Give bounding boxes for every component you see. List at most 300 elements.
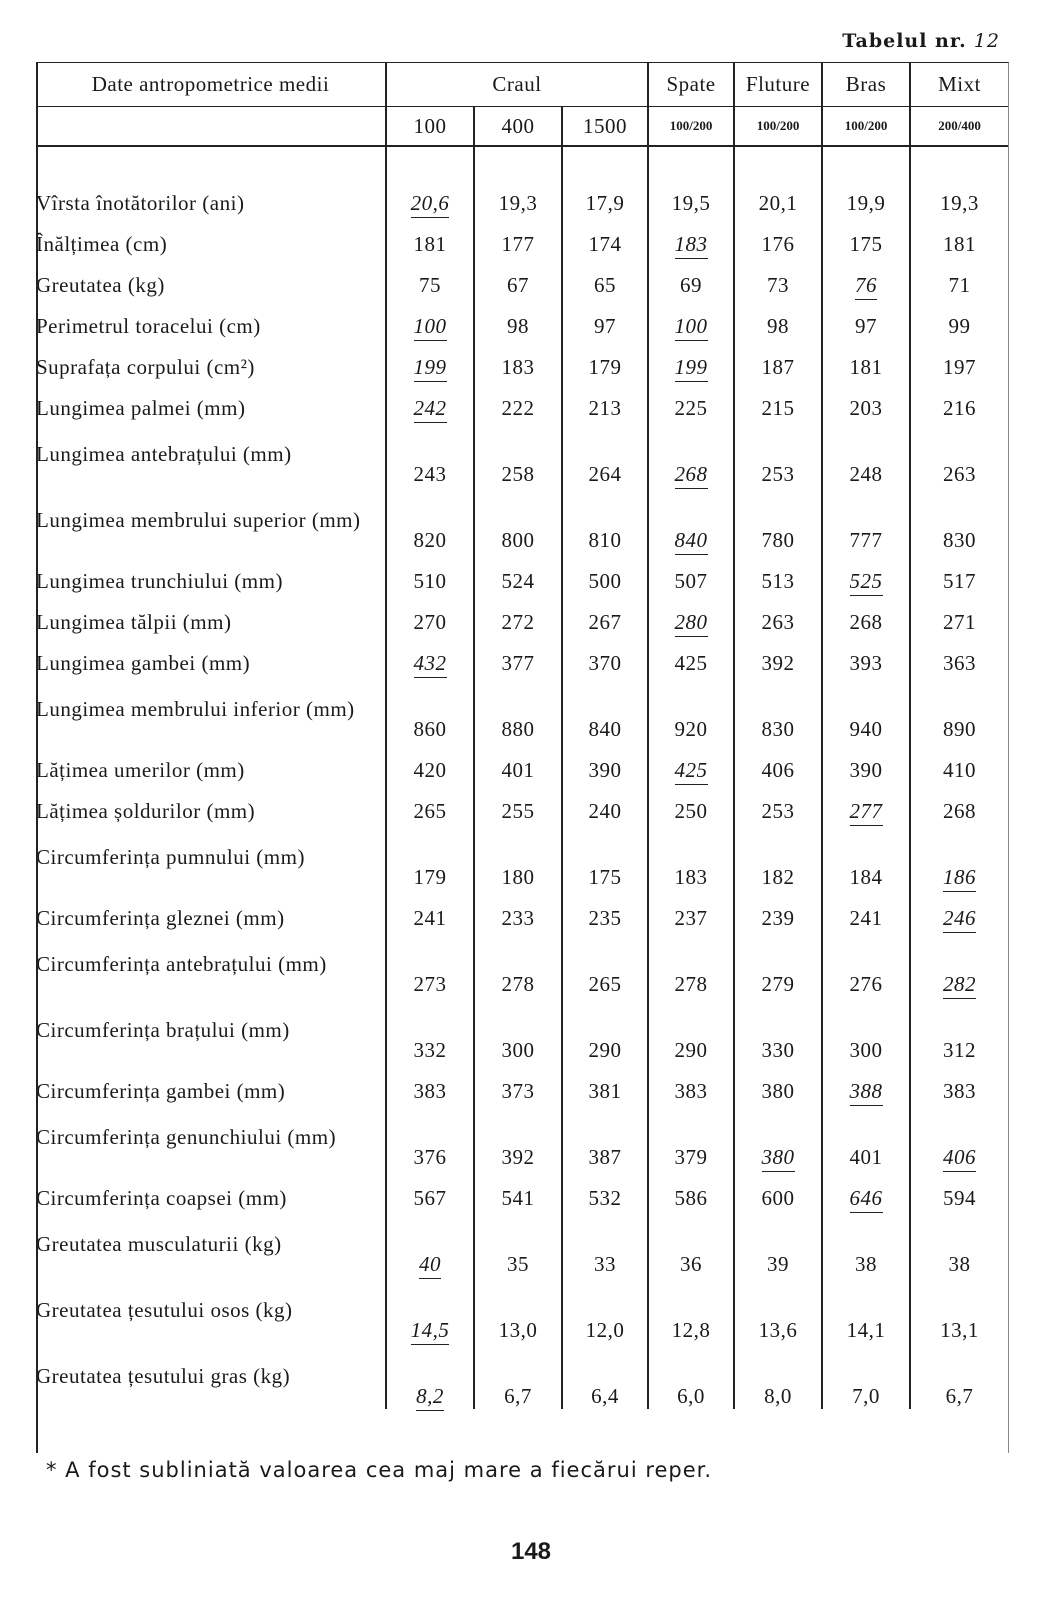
value: 241 bbox=[849, 906, 883, 930]
table-row bbox=[36, 635, 1008, 676]
value: 248 bbox=[849, 462, 883, 486]
value: 263 bbox=[761, 610, 795, 634]
value: 800 bbox=[501, 528, 535, 552]
max-value: 432 bbox=[414, 651, 447, 678]
value: 35 bbox=[507, 1252, 529, 1276]
value-cell bbox=[822, 890, 910, 931]
header-group-mixt: Mixt bbox=[910, 62, 1008, 107]
value-cell bbox=[734, 380, 822, 421]
value: 532 bbox=[588, 1186, 622, 1210]
value: 392 bbox=[761, 651, 795, 675]
value-cell bbox=[822, 298, 910, 339]
value: 312 bbox=[943, 1038, 977, 1062]
value-cell bbox=[734, 997, 822, 1063]
value-cell bbox=[474, 824, 562, 890]
value-cell bbox=[386, 931, 474, 997]
value: 240 bbox=[588, 799, 622, 823]
value: 840 bbox=[588, 717, 622, 741]
value-cell bbox=[822, 380, 910, 421]
value: 390 bbox=[849, 758, 883, 782]
value: 181 bbox=[943, 232, 977, 256]
value-cell bbox=[386, 257, 474, 298]
max-value: 840 bbox=[675, 528, 708, 555]
value: 268 bbox=[849, 610, 883, 634]
value-cell bbox=[474, 1211, 562, 1277]
value: 264 bbox=[588, 462, 622, 486]
value: 600 bbox=[761, 1186, 795, 1210]
value: 98 bbox=[767, 314, 790, 338]
value-cell bbox=[734, 824, 822, 890]
value: 380 bbox=[761, 1079, 795, 1103]
value: 19,5 bbox=[671, 191, 711, 215]
value: 182 bbox=[761, 865, 795, 889]
value: 920 bbox=[674, 717, 708, 741]
value: 777 bbox=[849, 528, 883, 552]
row-label: Lungimea tălpii (mm) bbox=[36, 610, 232, 634]
value-cell bbox=[734, 487, 822, 553]
value-cell bbox=[910, 298, 1008, 339]
value: 255 bbox=[501, 799, 535, 823]
value-cell bbox=[648, 1170, 734, 1211]
value: 99 bbox=[948, 314, 971, 338]
max-value: 388 bbox=[850, 1079, 883, 1106]
value-cell bbox=[386, 380, 474, 421]
table-row bbox=[36, 1170, 1008, 1211]
max-value: 268 bbox=[675, 462, 708, 489]
value-cell bbox=[910, 487, 1008, 553]
table-row bbox=[36, 216, 1008, 257]
value: 181 bbox=[849, 355, 883, 379]
value-cell bbox=[386, 1063, 474, 1104]
value-cell bbox=[386, 1277, 474, 1343]
value: 810 bbox=[588, 528, 622, 552]
value-cell bbox=[648, 1343, 734, 1409]
value: 203 bbox=[849, 396, 883, 420]
value: 267 bbox=[588, 610, 622, 634]
value: 225 bbox=[674, 396, 708, 420]
value: 175 bbox=[588, 865, 622, 889]
value: 363 bbox=[943, 651, 977, 675]
value-cell bbox=[474, 1104, 562, 1170]
table-body bbox=[36, 146, 1008, 1409]
value: 184 bbox=[849, 865, 883, 889]
value-cell bbox=[562, 1277, 648, 1343]
value-cell bbox=[734, 1343, 822, 1409]
table-row bbox=[36, 553, 1008, 594]
value-cell bbox=[474, 635, 562, 676]
value-cell bbox=[648, 783, 734, 824]
max-value: 425 bbox=[675, 758, 708, 785]
max-value: 380 bbox=[762, 1145, 795, 1172]
value: 17,9 bbox=[585, 191, 625, 215]
row-label: Greutatea musculaturii (kg) bbox=[36, 1232, 282, 1256]
value-cell bbox=[386, 783, 474, 824]
value-cell bbox=[648, 1211, 734, 1277]
value: 383 bbox=[943, 1079, 977, 1103]
row-label: Lungimea membrului inferior (mm) bbox=[36, 697, 355, 721]
value-cell bbox=[910, 997, 1008, 1063]
max-value: 646 bbox=[850, 1186, 883, 1213]
value: 222 bbox=[501, 396, 535, 420]
value: 524 bbox=[501, 569, 535, 593]
value: 177 bbox=[501, 232, 535, 256]
value: 387 bbox=[588, 1145, 622, 1169]
header-label: Date antropometrice medii bbox=[36, 62, 386, 107]
value: 6,4 bbox=[591, 1384, 619, 1408]
row-label: Greutatea țesutului osos (kg) bbox=[36, 1298, 293, 1322]
value: 513 bbox=[761, 569, 795, 593]
value: 174 bbox=[588, 232, 622, 256]
value-cell bbox=[562, 1170, 648, 1211]
value: 233 bbox=[501, 906, 535, 930]
value-cell bbox=[648, 931, 734, 997]
value: 39 bbox=[767, 1252, 790, 1276]
value: 6,7 bbox=[945, 1384, 974, 1408]
value: 820 bbox=[413, 528, 447, 552]
value-cell bbox=[910, 257, 1008, 298]
max-value: 242 bbox=[414, 396, 447, 423]
value-cell bbox=[648, 175, 734, 216]
max-value: 406 bbox=[943, 1145, 976, 1172]
value-cell bbox=[734, 676, 822, 742]
value-cell bbox=[386, 742, 474, 783]
value: 19,3 bbox=[498, 191, 538, 215]
value-cell bbox=[562, 216, 648, 257]
value: 263 bbox=[943, 462, 977, 486]
value-cell bbox=[648, 1063, 734, 1104]
value: 197 bbox=[943, 355, 977, 379]
value-cell bbox=[822, 1063, 910, 1104]
value: 19,9 bbox=[846, 191, 886, 215]
header-row-distances bbox=[36, 107, 1008, 147]
value: 98 bbox=[507, 314, 529, 338]
value-cell bbox=[910, 175, 1008, 216]
value-cell bbox=[648, 824, 734, 890]
row-label: Lungimea gambei (mm) bbox=[36, 651, 251, 675]
row-label: Lățimea șoldurilor (mm) bbox=[36, 799, 256, 823]
value: 213 bbox=[588, 396, 622, 420]
row-label: Lungimea membrului superior (mm) bbox=[36, 508, 361, 532]
value-cell bbox=[734, 553, 822, 594]
value: 940 bbox=[849, 717, 883, 741]
value-cell bbox=[822, 257, 910, 298]
value-cell bbox=[648, 1277, 734, 1343]
value-cell bbox=[474, 298, 562, 339]
value: 265 bbox=[413, 799, 447, 823]
value: 187 bbox=[761, 355, 795, 379]
table-row bbox=[36, 175, 1008, 216]
value-cell bbox=[822, 1170, 910, 1211]
value-cell bbox=[474, 1277, 562, 1343]
value-cell bbox=[386, 824, 474, 890]
max-value: 8,2 bbox=[416, 1384, 444, 1411]
value: 215 bbox=[761, 396, 795, 420]
value: 390 bbox=[588, 758, 622, 782]
value-cell bbox=[386, 676, 474, 742]
value-cell bbox=[910, 1063, 1008, 1104]
footnote: * A fost subliniată valoarea cea maj mare a fiecărui reper. bbox=[46, 1458, 713, 1482]
value: 176 bbox=[761, 232, 795, 256]
value-cell bbox=[474, 890, 562, 931]
value-cell bbox=[910, 594, 1008, 635]
value-cell bbox=[822, 676, 910, 742]
row-label: Greutatea țesutului gras (kg) bbox=[36, 1364, 291, 1388]
value-cell bbox=[910, 1277, 1008, 1343]
value: 6,7 bbox=[504, 1384, 532, 1408]
row-label: Circumferința genunchiului (mm) bbox=[36, 1125, 337, 1149]
value-cell bbox=[474, 216, 562, 257]
value-cell bbox=[386, 635, 474, 676]
table-row bbox=[36, 487, 1008, 553]
row-label: Lungimea palmei (mm) bbox=[36, 396, 246, 420]
value: 180 bbox=[501, 865, 535, 889]
value-cell bbox=[648, 380, 734, 421]
value: 265 bbox=[588, 972, 622, 996]
table-row bbox=[36, 421, 1008, 487]
value-cell bbox=[734, 339, 822, 380]
value-cell bbox=[648, 257, 734, 298]
value-cell bbox=[648, 216, 734, 257]
value-cell bbox=[822, 1104, 910, 1170]
value-cell bbox=[474, 742, 562, 783]
header-group-spate: Spate bbox=[648, 62, 734, 107]
value-cell bbox=[648, 890, 734, 931]
value: 830 bbox=[943, 528, 977, 552]
max-value: 76 bbox=[855, 273, 877, 300]
value: 401 bbox=[501, 758, 535, 782]
value-cell bbox=[562, 487, 648, 553]
value-cell bbox=[386, 175, 474, 216]
value: 541 bbox=[501, 1186, 535, 1210]
value-cell bbox=[822, 339, 910, 380]
page-number: 148 bbox=[510, 1538, 552, 1565]
value: 373 bbox=[501, 1079, 535, 1103]
value: 183 bbox=[501, 355, 535, 379]
value: 183 bbox=[674, 865, 708, 889]
value: 332 bbox=[413, 1038, 447, 1062]
value-cell bbox=[386, 890, 474, 931]
value-cell bbox=[910, 1211, 1008, 1277]
value: 500 bbox=[588, 569, 622, 593]
value-cell bbox=[474, 421, 562, 487]
value: 330 bbox=[761, 1038, 795, 1062]
value: 8,0 bbox=[764, 1384, 792, 1408]
max-value: 246 bbox=[943, 906, 976, 933]
value-cell bbox=[910, 635, 1008, 676]
row-label: Circumferința pumnului (mm) bbox=[36, 845, 305, 869]
table-row bbox=[36, 1211, 1008, 1277]
row-label: Lățimea umerilor (mm) bbox=[36, 758, 245, 782]
value-cell bbox=[648, 421, 734, 487]
value-cell bbox=[648, 339, 734, 380]
table-row bbox=[36, 931, 1008, 997]
value-cell bbox=[474, 931, 562, 997]
value-cell bbox=[822, 175, 910, 216]
value: 6,0 bbox=[677, 1384, 705, 1408]
max-value: 277 bbox=[850, 799, 883, 826]
value-cell bbox=[474, 997, 562, 1063]
value-cell bbox=[386, 1211, 474, 1277]
value: 216 bbox=[943, 396, 977, 420]
value-cell bbox=[822, 742, 910, 783]
header-distance: 1500 bbox=[562, 107, 648, 147]
value-cell bbox=[386, 487, 474, 553]
header-distance: 100 bbox=[386, 107, 474, 147]
value: 239 bbox=[761, 906, 795, 930]
value: 383 bbox=[674, 1079, 708, 1103]
value: 510 bbox=[413, 569, 447, 593]
value-cell bbox=[562, 1343, 648, 1409]
value-cell bbox=[648, 553, 734, 594]
value-cell bbox=[822, 1343, 910, 1409]
value: 253 bbox=[761, 462, 795, 486]
value-cell bbox=[734, 783, 822, 824]
max-value: 100 bbox=[414, 314, 447, 341]
value: 13,0 bbox=[498, 1318, 538, 1342]
value: 290 bbox=[588, 1038, 622, 1062]
value: 7,0 bbox=[852, 1384, 880, 1408]
row-label: Circumferința coapsei (mm) bbox=[36, 1186, 287, 1210]
value: 13,1 bbox=[940, 1318, 979, 1342]
value-cell bbox=[822, 594, 910, 635]
table-row bbox=[36, 783, 1008, 824]
value-cell bbox=[734, 742, 822, 783]
max-value: 20,6 bbox=[411, 191, 450, 218]
value: 393 bbox=[849, 651, 883, 675]
value-cell bbox=[562, 742, 648, 783]
value-cell bbox=[648, 487, 734, 553]
value-cell bbox=[562, 553, 648, 594]
max-value: 186 bbox=[943, 865, 976, 892]
value: 406 bbox=[761, 758, 795, 782]
value-cell bbox=[562, 421, 648, 487]
value: 179 bbox=[413, 865, 447, 889]
value: 73 bbox=[767, 273, 790, 297]
value: 19,3 bbox=[940, 191, 979, 215]
table-caption bbox=[842, 30, 1000, 52]
value-cell bbox=[734, 1277, 822, 1343]
value: 860 bbox=[413, 717, 447, 741]
value: 290 bbox=[674, 1038, 708, 1062]
value: 179 bbox=[588, 355, 622, 379]
value-cell bbox=[910, 931, 1008, 997]
value-cell bbox=[648, 594, 734, 635]
value-cell bbox=[562, 783, 648, 824]
value-cell bbox=[734, 216, 822, 257]
value: 567 bbox=[413, 1186, 447, 1210]
value-cell bbox=[822, 635, 910, 676]
value: 517 bbox=[943, 569, 977, 593]
table-row bbox=[36, 380, 1008, 421]
header-empty-cell bbox=[36, 107, 386, 147]
value-cell bbox=[562, 257, 648, 298]
value-cell bbox=[562, 676, 648, 742]
value: 181 bbox=[413, 232, 447, 256]
value-cell bbox=[910, 216, 1008, 257]
value-cell bbox=[822, 421, 910, 487]
value-cell bbox=[822, 1277, 910, 1343]
max-value: 199 bbox=[675, 355, 708, 382]
value-cell bbox=[562, 298, 648, 339]
value-cell bbox=[910, 1343, 1008, 1409]
value-cell bbox=[474, 339, 562, 380]
max-value: 14,5 bbox=[411, 1318, 450, 1345]
table-row bbox=[36, 676, 1008, 742]
value: 425 bbox=[674, 651, 708, 675]
value: 279 bbox=[761, 972, 795, 996]
value: 381 bbox=[588, 1079, 622, 1103]
value: 376 bbox=[413, 1145, 447, 1169]
value: 300 bbox=[501, 1038, 535, 1062]
value: 272 bbox=[501, 610, 535, 634]
value: 12,0 bbox=[585, 1318, 625, 1342]
value: 20,1 bbox=[758, 191, 798, 215]
table-row bbox=[36, 1343, 1008, 1409]
row-label: Perimetrul toracelui (cm) bbox=[36, 314, 261, 338]
value: 830 bbox=[761, 717, 795, 741]
value-cell bbox=[562, 1063, 648, 1104]
header-distance: 200/400 bbox=[910, 107, 1008, 147]
value-cell bbox=[562, 339, 648, 380]
value-cell bbox=[910, 339, 1008, 380]
value-cell bbox=[474, 783, 562, 824]
header-distance: 100/200 bbox=[648, 107, 734, 147]
value-cell bbox=[386, 421, 474, 487]
value-cell bbox=[910, 421, 1008, 487]
row-label: Suprafața corpului (cm²) bbox=[36, 355, 255, 379]
table-caption-number: 12 bbox=[973, 30, 1000, 52]
value: 33 bbox=[594, 1252, 616, 1276]
value: 270 bbox=[413, 610, 447, 634]
value-cell bbox=[734, 1211, 822, 1277]
value-cell bbox=[386, 216, 474, 257]
value: 97 bbox=[855, 314, 878, 338]
anthropometric-table bbox=[36, 62, 1008, 1409]
value: 594 bbox=[943, 1186, 977, 1210]
max-value: 100 bbox=[675, 314, 708, 341]
value: 97 bbox=[594, 314, 616, 338]
max-value: 40 bbox=[419, 1252, 441, 1279]
value: 36 bbox=[680, 1252, 703, 1276]
value-cell bbox=[822, 824, 910, 890]
value-cell bbox=[734, 594, 822, 635]
value: 586 bbox=[674, 1186, 708, 1210]
value-cell bbox=[474, 175, 562, 216]
value-cell bbox=[386, 1104, 474, 1170]
value: 273 bbox=[413, 972, 447, 996]
value-cell bbox=[822, 216, 910, 257]
value-cell bbox=[734, 1170, 822, 1211]
value-cell bbox=[910, 824, 1008, 890]
value-cell bbox=[474, 553, 562, 594]
value: 278 bbox=[674, 972, 708, 996]
row-label: Înălțimea (cm) bbox=[36, 232, 168, 256]
value-cell bbox=[822, 997, 910, 1063]
value: 69 bbox=[680, 273, 703, 297]
value-cell bbox=[562, 931, 648, 997]
value-cell bbox=[734, 298, 822, 339]
value-cell bbox=[474, 487, 562, 553]
table-row bbox=[36, 742, 1008, 783]
header-distance: 400 bbox=[474, 107, 562, 147]
value-cell bbox=[648, 1104, 734, 1170]
table-row bbox=[36, 824, 1008, 890]
max-value: 280 bbox=[675, 610, 708, 637]
table-row bbox=[36, 594, 1008, 635]
value-cell bbox=[562, 824, 648, 890]
value-cell bbox=[910, 890, 1008, 931]
value-cell bbox=[562, 635, 648, 676]
